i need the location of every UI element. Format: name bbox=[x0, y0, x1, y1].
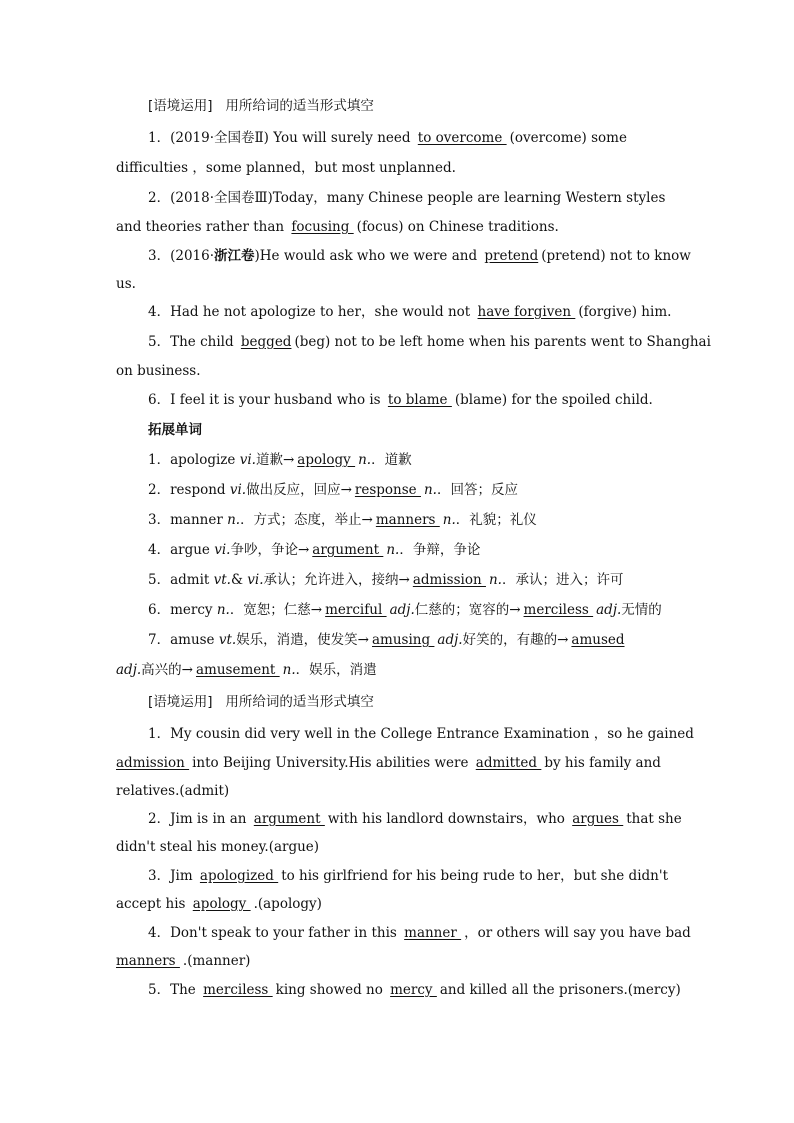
answer-blank: begged bbox=[240, 334, 292, 350]
text: 承认；允许进入，接纳→ bbox=[263, 572, 410, 588]
text: .(apology) bbox=[253, 896, 322, 912]
text: vi. bbox=[214, 542, 231, 558]
answer-blank: have forgiven bbox=[477, 304, 576, 320]
text: 5．The child bbox=[148, 334, 238, 350]
text: 3．manner bbox=[148, 512, 228, 528]
answer-blank: amused bbox=[571, 632, 625, 648]
text: adj. bbox=[389, 602, 415, 618]
answer-blank: pretend bbox=[484, 248, 539, 264]
text: n. bbox=[282, 662, 296, 678]
text: accept his bbox=[116, 896, 190, 912]
text: 好笑的，有趣的→ bbox=[462, 632, 569, 648]
s1-q1-cont bbox=[116, 158, 456, 178]
answer-blank: mercy bbox=[390, 982, 437, 998]
s3-q2-cont bbox=[116, 837, 319, 857]
vocab-item-cont bbox=[116, 660, 377, 680]
text: vi. bbox=[229, 482, 247, 498]
s1-q3 bbox=[148, 246, 691, 266]
text: into Beijing University.His abilities were bbox=[192, 755, 473, 771]
text: n. bbox=[423, 482, 437, 498]
answer-blank: merciless bbox=[203, 982, 273, 998]
answer-blank: admission bbox=[116, 755, 190, 771]
text: n. bbox=[488, 572, 502, 588]
answer-blank: manners bbox=[375, 512, 440, 528]
text: n. bbox=[227, 512, 241, 528]
text: 6．I feel it is your husband who is bbox=[148, 392, 385, 408]
text: on business. bbox=[116, 363, 201, 379]
text: difficulties ，some planned，but most unplanned. bbox=[116, 160, 456, 176]
text: vt. bbox=[218, 632, 237, 648]
text: 高兴的→ bbox=[141, 662, 193, 678]
text: 7．amuse bbox=[148, 632, 219, 648]
answer-blank: to blame bbox=[387, 392, 452, 408]
text: 4．Had he not apologize to her，she would not bbox=[148, 304, 475, 320]
answer-blank: to overcome bbox=[417, 130, 507, 146]
answer-blank: amusement bbox=[195, 662, 280, 678]
text: 3．(2016· bbox=[148, 248, 215, 264]
text: adj. bbox=[596, 602, 622, 618]
text: ．娱乐，消遣 bbox=[295, 662, 377, 678]
vocab-item bbox=[148, 570, 623, 590]
text: vi. bbox=[239, 452, 256, 468]
vocab-item bbox=[148, 600, 662, 620]
section3-header bbox=[148, 692, 374, 712]
text: n. bbox=[216, 602, 230, 618]
text: by his family and bbox=[544, 755, 661, 771]
s1-q3-cont bbox=[116, 274, 136, 294]
section3-header-text: 用所给词的适当形式填空 bbox=[225, 694, 374, 710]
answer-blank: merciless bbox=[523, 602, 594, 618]
answer-blank: admission bbox=[412, 572, 486, 588]
text: 1．apologize bbox=[148, 452, 240, 468]
text: 争吵，争论→ bbox=[230, 542, 310, 558]
text: vt. bbox=[213, 572, 231, 588]
text: with his landlord downstairs，who bbox=[327, 811, 570, 827]
section1-header bbox=[148, 96, 374, 116]
s3-q5 bbox=[148, 980, 681, 1000]
text: 2．Jim is in an bbox=[148, 811, 251, 827]
s3-q1-cont2 bbox=[116, 781, 229, 801]
answer-blank: manners bbox=[116, 953, 180, 969]
s1-q1 bbox=[148, 128, 627, 148]
text: 1．My cousin did very well in the College Entrance Examination ，so he gained bbox=[148, 726, 694, 742]
text: that she bbox=[626, 811, 682, 827]
text: (beg) not to be left home when his parents went to Shanghai bbox=[294, 334, 711, 350]
answer-blank: focusing bbox=[291, 219, 354, 235]
text: ．承认；进入；许可 bbox=[501, 572, 624, 588]
s3-q4-cont bbox=[116, 951, 250, 971]
vocab-item bbox=[148, 510, 537, 530]
text: 娱乐，消遣，使发笑→ bbox=[236, 632, 369, 648]
text: n. bbox=[442, 512, 456, 528]
text: .(manner) bbox=[182, 953, 251, 969]
section1-header-tag: [语境运用] bbox=[148, 98, 213, 114]
text: adj. bbox=[437, 632, 463, 648]
text: n. bbox=[386, 542, 400, 558]
section3-header-tag: [语境运用] bbox=[148, 694, 213, 710]
answer-blank: merciful bbox=[325, 602, 387, 618]
text: king showed no bbox=[275, 982, 388, 998]
text: 3．Jim bbox=[148, 868, 197, 884]
text: (pretend) not to know bbox=[541, 248, 691, 264]
s3-q3-cont bbox=[116, 894, 322, 914]
text: (overcome) some bbox=[509, 130, 627, 146]
text: 4．argue bbox=[148, 542, 215, 558]
text: (forgive) him. bbox=[578, 304, 672, 320]
text: ．争辩，争论 bbox=[399, 542, 481, 558]
text: 4．Don't speak to your father in this bbox=[148, 925, 402, 941]
s1-q2 bbox=[148, 188, 665, 208]
s1-q5 bbox=[148, 332, 711, 352]
answer-blank: response bbox=[354, 482, 421, 498]
text: 道歉→ bbox=[255, 452, 295, 468]
s3-q1 bbox=[148, 724, 694, 744]
answer-blank: argues bbox=[572, 811, 624, 827]
text: ．方式；态度，举止→ bbox=[240, 512, 373, 528]
text: 无情的 bbox=[621, 602, 662, 618]
s3-q4 bbox=[148, 923, 691, 943]
s1-q4 bbox=[148, 302, 671, 322]
text: 仁慈的；宽容的→ bbox=[414, 602, 521, 618]
text: ．宽恕；仁慈→ bbox=[229, 602, 323, 618]
text: ，or others will say you have bad bbox=[464, 925, 691, 941]
text: 2．(2018·全国卷Ⅲ)Today，many Chinese people are learning Western styles bbox=[148, 190, 666, 206]
text: vi. bbox=[247, 572, 264, 588]
text: us. bbox=[116, 276, 136, 292]
text: )He would ask who we were and bbox=[254, 248, 482, 264]
s3-q2 bbox=[148, 809, 682, 829]
section2-title: 拓展单词 bbox=[148, 422, 202, 438]
text: (focus) on Chinese traditions. bbox=[356, 219, 559, 235]
text: n. bbox=[358, 452, 372, 468]
s1-q5-cont bbox=[116, 361, 201, 381]
text: (blame) for the spoiled child. bbox=[454, 392, 653, 408]
text: 5．admit bbox=[148, 572, 214, 588]
vocab-item bbox=[148, 630, 628, 650]
text: & bbox=[230, 572, 248, 588]
text: ．回答；反应 bbox=[436, 482, 518, 498]
s3-q3 bbox=[148, 866, 668, 886]
text: 6．mercy bbox=[148, 602, 217, 618]
answer-blank: apology bbox=[297, 452, 356, 468]
answer-blank: apologized bbox=[199, 868, 279, 884]
text: and killed all the prisoners.(mercy) bbox=[439, 982, 681, 998]
text: 5．The bbox=[148, 982, 201, 998]
s1-q2-cont bbox=[116, 217, 559, 237]
text: 浙江卷 bbox=[214, 248, 255, 264]
vocab-item bbox=[148, 450, 412, 470]
answer-blank: amusing bbox=[372, 632, 435, 648]
vocab-item bbox=[148, 480, 518, 500]
vocab-item bbox=[148, 540, 480, 560]
text: relatives.(admit) bbox=[116, 783, 230, 799]
answer-blank: argument bbox=[312, 542, 384, 558]
text: and theories rather than bbox=[116, 219, 289, 235]
text: didn't steal his money.(argue) bbox=[116, 839, 320, 855]
answer-blank: apology bbox=[192, 896, 251, 912]
text: to his girlfriend for his being rude to her，but she didn't bbox=[281, 868, 668, 884]
s1-q6 bbox=[148, 390, 653, 410]
answer-blank: admitted bbox=[475, 755, 542, 771]
s3-q1-cont bbox=[116, 753, 661, 773]
text: 2．respond bbox=[148, 482, 230, 498]
answer-blank: argument bbox=[253, 811, 325, 827]
text: ．道歉 bbox=[371, 452, 412, 468]
answer-blank: manner bbox=[404, 925, 462, 941]
text: ．礼貌；礼仪 bbox=[455, 512, 537, 528]
text: adj. bbox=[116, 662, 142, 678]
text: 做出反应，回应→ bbox=[246, 482, 352, 498]
section1-header-text: 用所给词的适当形式填空 bbox=[225, 98, 374, 114]
text: 1．(2019·全国卷Ⅱ) You will surely need bbox=[148, 130, 415, 146]
